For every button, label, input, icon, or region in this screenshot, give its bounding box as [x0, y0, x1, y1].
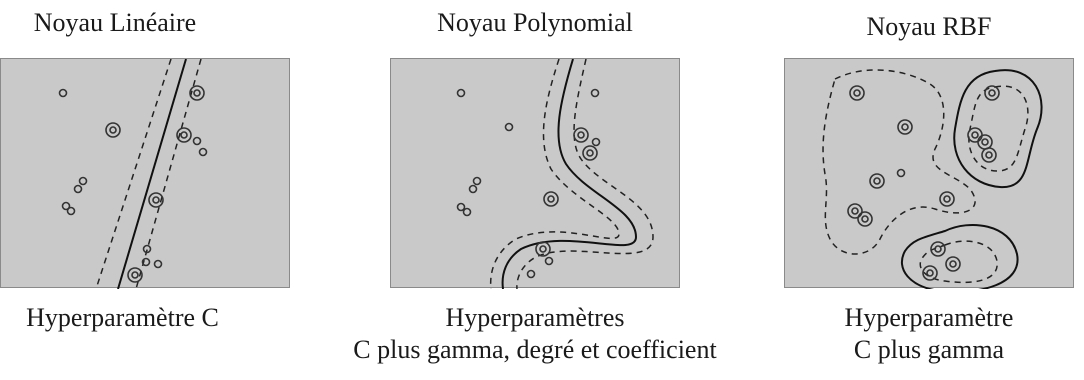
- point: [593, 139, 600, 146]
- margin-line-right: [136, 59, 201, 289]
- caption-line: C plus gamma: [853, 335, 1005, 364]
- plot-polynomial-kernel: [390, 58, 680, 288]
- point: [528, 271, 535, 278]
- point: [592, 90, 599, 97]
- support-vector: [850, 86, 864, 100]
- margin-line-right: [517, 59, 653, 289]
- decision-boundary: [902, 225, 1018, 289]
- point: [60, 90, 67, 97]
- support-vector: [946, 257, 960, 271]
- point: [200, 149, 207, 156]
- point: [464, 209, 471, 216]
- point: [155, 261, 162, 268]
- linear-kernel-diagram: [1, 59, 291, 289]
- point: [470, 186, 477, 193]
- data-points: [458, 90, 600, 278]
- panel-title-linear: Noyau Linéaire: [33, 8, 197, 37]
- point: [194, 138, 201, 145]
- caption-line: C plus gamma, degré et coefficient: [353, 335, 717, 364]
- point: [68, 208, 75, 215]
- margin-line-left: [491, 59, 619, 289]
- data-points: [898, 170, 905, 177]
- point: [75, 186, 82, 193]
- caption-line: Hyperparamètre: [844, 303, 1014, 332]
- decision-boundary: [118, 59, 186, 289]
- point: [474, 178, 481, 185]
- rbf-kernel-diagram: [785, 59, 1075, 289]
- margin-line-left: [96, 59, 171, 289]
- caption-linear: [0, 302, 245, 334]
- support-vector: [978, 135, 992, 149]
- support-vector: [898, 120, 912, 134]
- decision-boundary: [503, 59, 636, 289]
- caption-polynomial: [300, 302, 770, 366]
- support-vector: [544, 192, 558, 206]
- caption-line: Hyperparamètre C: [26, 303, 219, 332]
- panel-title-polynomial: Noyau Polynomial: [437, 8, 633, 37]
- support-vector: [848, 204, 862, 218]
- support-vectors: [106, 86, 204, 282]
- point: [546, 258, 553, 265]
- point: [506, 124, 513, 131]
- polynomial-kernel-diagram: [391, 59, 681, 289]
- margin-line: [823, 70, 975, 254]
- support-vector: [940, 192, 954, 206]
- point: [458, 90, 465, 97]
- decision-boundary: [954, 70, 1041, 187]
- support-vector: [985, 86, 999, 100]
- support-vector: [968, 128, 982, 142]
- support-vector: [583, 146, 597, 160]
- plot-linear-kernel: [0, 58, 290, 288]
- support-vector: [574, 128, 588, 142]
- panel-title-rbf: Noyau RBF: [866, 12, 992, 41]
- caption-line: Hyperparamètres: [445, 303, 625, 332]
- point: [80, 178, 87, 185]
- support-vector: [106, 123, 120, 137]
- point: [898, 170, 905, 177]
- caption-rbf: [784, 302, 1074, 366]
- support-vector: [982, 148, 996, 162]
- support-vectors: [848, 86, 999, 280]
- plot-rbf-kernel: [784, 58, 1074, 288]
- point: [458, 204, 465, 211]
- support-vector: [870, 174, 884, 188]
- support-vector: [858, 212, 872, 226]
